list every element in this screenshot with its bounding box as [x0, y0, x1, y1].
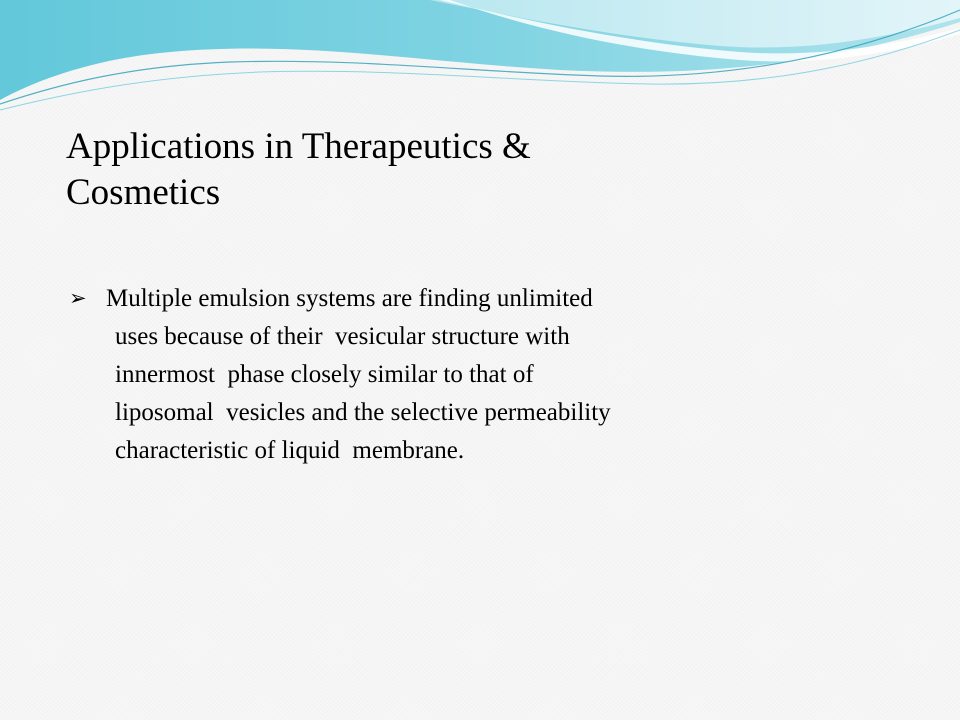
- slide-title-line-2: Cosmetics: [66, 172, 221, 213]
- bullet-text-line-3: innermost phase closely similar to that of: [115, 361, 534, 388]
- arrow-bullet-icon: ➢: [69, 286, 87, 310]
- bullet-text-line-5: characteristic of liquid membrane.: [115, 437, 465, 464]
- header-wave-decoration: [0, 0, 960, 120]
- bullet-text-line-2: uses because of their vesicular structure with: [115, 323, 570, 350]
- slide-title-line-1: Applications in Therapeutics &: [66, 126, 531, 167]
- bullet-text-line-4: liposomal vesicles and the selective permeability: [115, 399, 611, 426]
- slide-title: [66, 124, 866, 216]
- bullet-item: [66, 280, 866, 470]
- bullet-text-line-1: Multiple emulsion systems are finding unlimited: [106, 285, 593, 312]
- bullet-list: [66, 280, 866, 470]
